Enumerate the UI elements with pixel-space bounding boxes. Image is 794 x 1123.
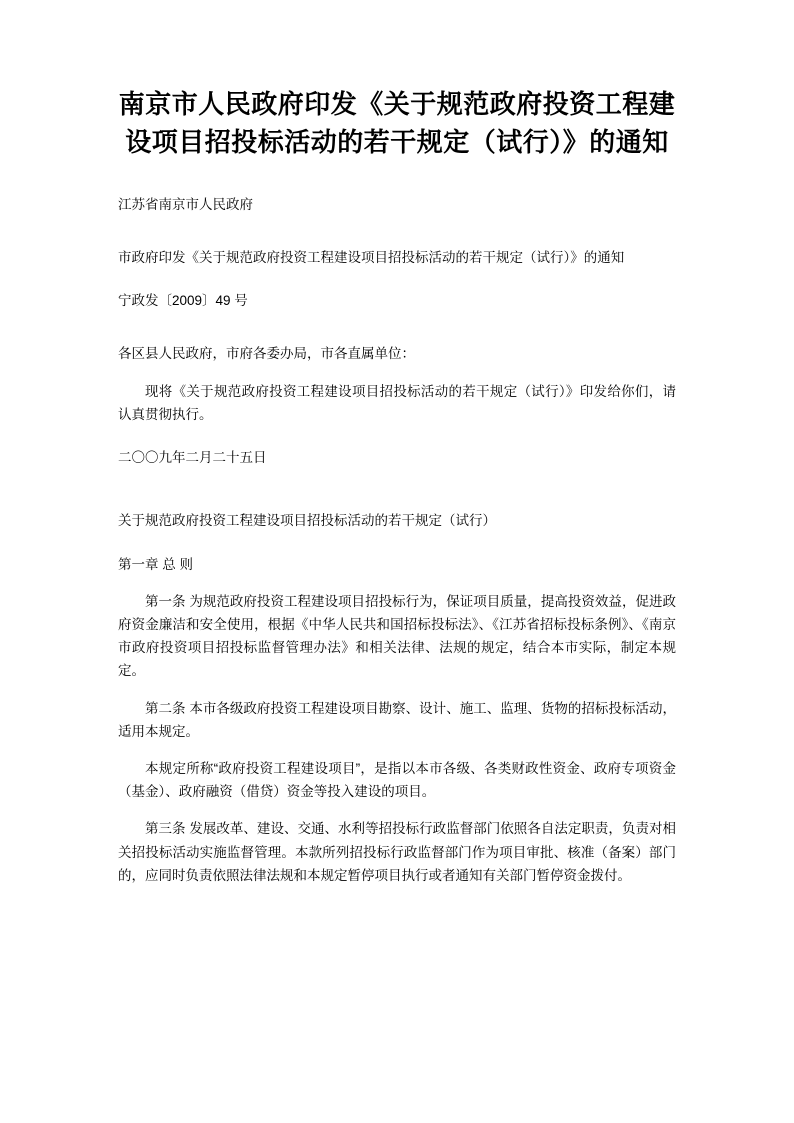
regulation-title: 关于规范政府投资工程建设项目招投标活动的若干规定（试行） [118,513,496,529]
chapter-heading-one: 第一章 总 则 [118,556,194,572]
recipients-line: 各区县人民政府，市府各委办局，市各直属单位： [118,346,415,362]
body-intro: 现将《关于规范政府投资工程建设项目招投标活动的若干规定（试行）》印发给你们，请认真贯彻执行。 [118,383,676,422]
article-two: 第二条 本市各级政府投资工程建设项目勘察、设计、施工、监理、货物的招标投标活动，适用本规定。 [118,700,676,739]
issuer-line: 江苏省南京市人民政府 [118,197,253,213]
article-two-note: 本规定所称“政府投资工程建设项目”，是指以本市各级、各类财政性资金、政府专项资金（基金）、政府融资（借贷）资金等投入建设的项目。 [118,761,676,800]
article-one: 第一条 为规范政府投资工程建设项目招投标行为，保证项目质量，提高投资效益，促进政府资金廉洁和安全使用，根据《中华人民共和国招标投标法》、《江苏省招标投标条例》、《南京市政府投资项目招投标监督管理办法》和相关法律、法规的规定，结合本市实际，制定本规定。 [118,593,676,679]
article-three: 第三条 发展改革、建设、交通、水利等招投标行政监督部门依照各自法定职责，负责对相关招投标活动实施监督管理。本款所列招投标行政监督部门作为项目审批、核准（备案）部门的，应同时负责依照法律法规和本规定暂停项目执行或者通知有关部门暂停资金拨付。 [118,821,676,883]
doc-number: 宁政发〔2009〕49 号 [118,293,248,309]
issue-date: 二〇〇九年二月二十五日 [118,450,267,466]
page-title: 南京市人民政府印发《关于规范政府投资工程建设项目招投标活动的若干规定（试行）》的通知 [118,89,676,157]
subject-line: 市政府印发《关于规范政府投资工程建设项目招投标活动的若干规定（试行）》的通知 [118,249,625,265]
